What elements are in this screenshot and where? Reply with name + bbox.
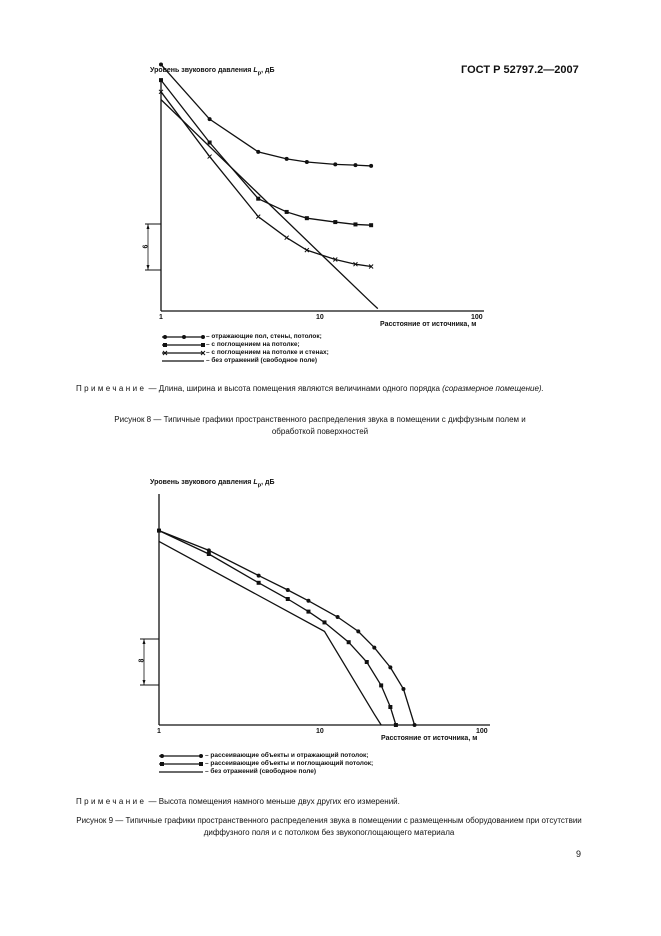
fig8-note-italic: (соразмерное помещение). <box>442 384 544 393</box>
fig9-caption: Рисунок 9 — Типичные графики пространственного распределения звука в помещении с размещенным оборудованием при отсутствии диффузного поля и с потолком без звукопоглощающего материала <box>76 816 582 837</box>
fig9-x-tick-1: 1 <box>157 728 161 735</box>
fig8-note-text: — Длина, ширина и высота помещения являются величинами одного порядка <box>146 384 443 393</box>
fig8-y-axis-label: Уровень звукового давления $L_p$, дБ <box>150 67 275 77</box>
fig9-note-label: Примечание <box>76 797 147 806</box>
fig8-caption: Рисунок 8 — Типичные графики пространственного распределения звука в помещении с диффузным полем и обработкой поверхностей <box>114 415 526 436</box>
fig9-legend-square <box>159 762 203 766</box>
fig8-legend-label-4: – без отражений (свободное поле) <box>206 357 318 364</box>
fig9-legend-label-1: – рассеивающие объекты и отражающий потолок; <box>205 752 369 759</box>
fig9-legend-circle <box>159 754 203 758</box>
fig9-x-tick-10: 10 <box>316 728 324 735</box>
fig8-legend-label-3: – с поглощением на потолке и стенах; <box>206 349 329 356</box>
fig8-x-tick-10: 10 <box>316 314 324 321</box>
fig9-note <box>76 796 596 808</box>
fig8-x-tick-1: 1 <box>159 314 163 321</box>
standard-number: ГОСТ Р 52797.2—2007 <box>461 64 579 76</box>
fig8-scale-value: 6 <box>142 244 150 249</box>
fig9-note-text: — Высота помещения намного меньше двух других его измерений. <box>146 797 400 806</box>
fig8-x-tick-100: 100 <box>471 314 483 321</box>
fig9-legend-label-3: – без отражений (свободное поле) <box>205 768 317 775</box>
fig9-x-tick-100: 100 <box>476 728 488 735</box>
fig8-x-axis-label: Расстояние от источника, м <box>380 321 477 328</box>
fig8-legend-label-2: – с поглощением на потолке; <box>206 341 300 348</box>
fig9-x-axis-label: Расстояние от источника, м <box>381 735 478 742</box>
page-number: 9 <box>576 849 582 859</box>
fig8-legend-label-1: – отражающие пол, стены, потолок; <box>206 333 322 340</box>
fig9-y-axis-label: Уровень звукового давления $L_p$, дБ <box>150 479 275 489</box>
fig9-scale-value: 8 <box>138 658 146 663</box>
fig9-legend-label-2: – рассеивающие объекты и поглощающий потолок; <box>205 760 374 767</box>
fig8-note-label: Примечание <box>76 384 147 393</box>
